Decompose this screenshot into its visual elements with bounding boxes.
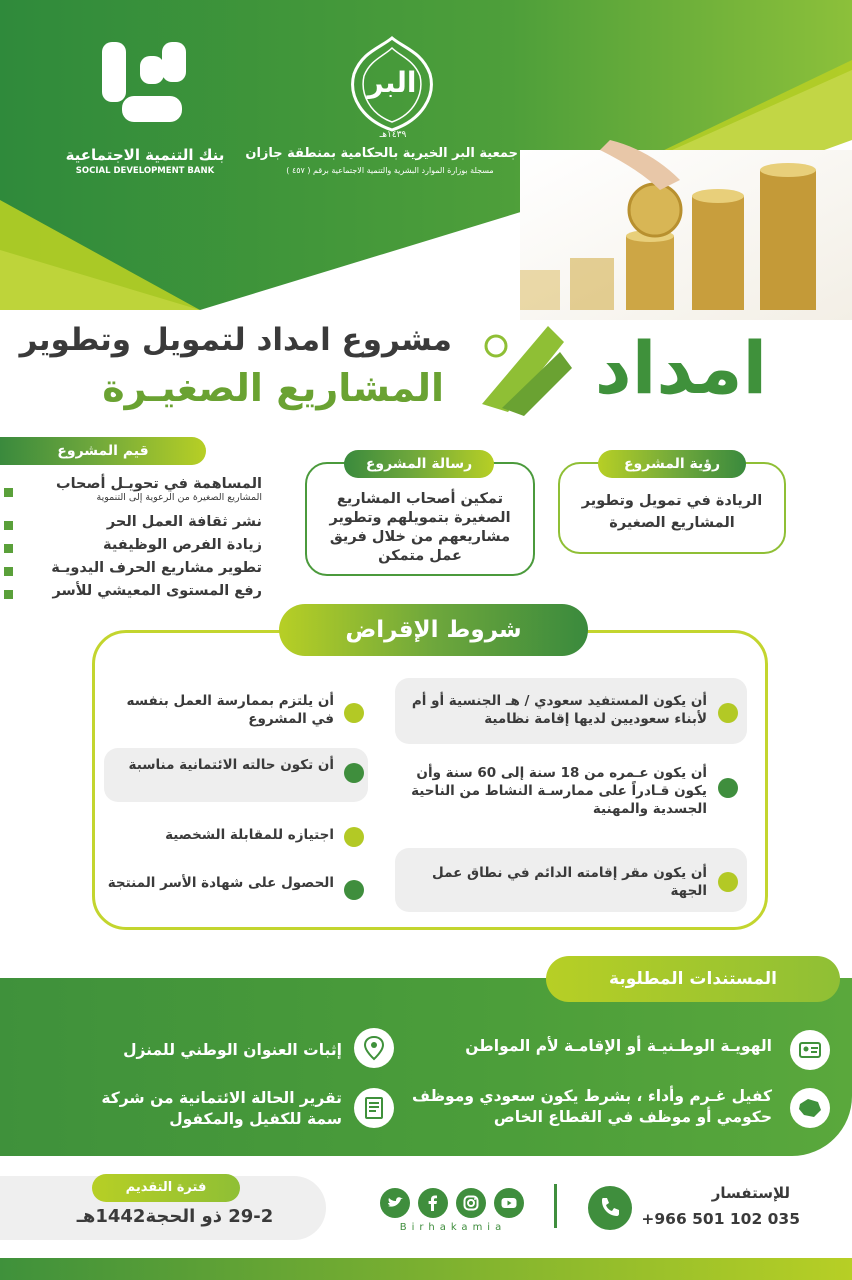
bullet-dot-icon [344, 827, 364, 847]
imdad-logo-text: امداد [594, 326, 768, 410]
value-item-text: المساهمة في تحويـل أصحاب [56, 476, 262, 492]
value-item [12, 583, 262, 606]
social-handle: Birhakamia [399, 1222, 507, 1233]
location-pin-icon [354, 1028, 394, 1068]
bullet-dot-icon [718, 872, 738, 892]
footer-divider [554, 1184, 557, 1228]
value-item-text: تطوير مشاريع الحرف اليدويـة [51, 560, 262, 576]
instagram-icon[interactable] [456, 1188, 486, 1218]
condition-text: اجتيازه للمقابلة الشخصية [165, 827, 334, 843]
bullet-dot-icon [344, 703, 364, 723]
period-label: فترة التقديم [92, 1174, 240, 1202]
bullet-icon [4, 521, 13, 530]
bullet-icon [4, 567, 13, 576]
condition-text: أن تكون حالته الائتمانية مناسبة [128, 757, 334, 773]
sdb-name-en: SOCIAL DEVELOPMENT BANK [75, 166, 215, 176]
header-banner [0, 0, 852, 330]
youtube-icon[interactable] [494, 1188, 524, 1218]
society-registration: مسجلة بوزارة الموارد البشرية والتنمية الاجتماعية برقم ( ٤٥٧ ) [286, 166, 494, 175]
conditions-label: شروط الإقراض [279, 604, 588, 656]
condition-text: أن يكون عـمره من 18 سنة إلى 60 سنة وأن يكون قـادراً على ممارسـة النشاط من الناحية الجسدية والمهنية [411, 765, 707, 817]
value-item-subtext: المشاريع الصغيرة من الرعوية إلى التنموية [96, 492, 262, 503]
vision-text: الريادة في تمويل وتطوير المشاريع الصغيرة [581, 493, 763, 531]
value-item-text: رفع المستوى المعيشي للأسر [52, 583, 262, 599]
value-item [12, 560, 262, 583]
vision-label: رؤية المشروع [598, 450, 746, 478]
mission-label: رسالة المشروع [344, 450, 494, 478]
bullet-dot-icon [344, 763, 364, 783]
documents-label: المستندات المطلوبة [546, 956, 840, 1002]
bullet-icon [4, 544, 13, 553]
phone-icon[interactable] [588, 1186, 632, 1230]
society-logo-text: البر [367, 66, 417, 99]
id-card-icon [790, 1030, 830, 1070]
period-value: 29-2 ذو الحجة1442هـ [76, 1206, 274, 1227]
bullet-dot-icon [718, 703, 738, 723]
document-text: الهويـة الوطـنيـة أو الإقامـة لأم المواطن [465, 1037, 772, 1055]
society-year: ١٤٣٩هـ [379, 130, 407, 140]
twitter-icon[interactable] [380, 1188, 410, 1218]
condition-text: أن يكون المستفيد سعودي / هـ الجنسية أو أم لأبناء سعوديين لديها إقامة نظامية [411, 693, 707, 727]
report-icon [354, 1088, 394, 1128]
contact-phone[interactable]: +966 501 102 035 [641, 1210, 800, 1228]
contact-label: للإستفسار [711, 1184, 790, 1202]
values-list [12, 476, 262, 606]
bullet-dot-icon [718, 778, 738, 798]
value-item-text: زيادة الفرص الوظيفية [103, 537, 262, 553]
value-item-text: نشر ثقافة العمل الحر [106, 514, 262, 530]
facebook-icon[interactable] [418, 1188, 448, 1218]
value-item [12, 514, 262, 537]
footer-bar [0, 1258, 852, 1280]
bullet-icon [4, 590, 13, 599]
sdb-logo-icon [100, 36, 190, 126]
bullet-icon [4, 488, 13, 497]
saudi-map-icon [790, 1088, 830, 1128]
document-text: إثبات العنوان الوطني للمنزل [123, 1041, 342, 1059]
society-name: جمعية البر الخيرية بالحكامية بمنطقة جازان [245, 146, 518, 161]
condition-text: أن يكون مقر إقامته الدائم في نطاق عمل الجهة [432, 865, 707, 899]
document-text: تقرير الحالة الائتمانية من شركة سمة للكفيل والمكفول [101, 1089, 342, 1128]
bullet-dot-icon [344, 880, 364, 900]
mission-box [305, 462, 535, 576]
sdb-name-ar: بنك التنمية الاجتماعية [65, 146, 225, 164]
mission-text: تمكين أصحاب المشاريع الصغيرة بتمويلهم وتطوير مشاريعهم من خلال فريق عمل متمكن [329, 491, 511, 564]
condition-text: أن يلتزم بممارسة العمل بنفسه في المشروع [126, 693, 334, 727]
document-text: كفيل غـرم وأداء ، بشرط يكون سعودي وموظف حكومي أو موظف في القطاع الخاص [411, 1087, 772, 1126]
project-title-line2: المشاريع الصغيـرة [102, 366, 444, 410]
values-label: قيم المشروع [0, 437, 206, 465]
imdad-logo [468, 316, 798, 420]
value-item [12, 537, 262, 560]
condition-text: الحصول على شهادة الأسر المنتجة [107, 875, 334, 891]
project-title-line1: مشروع امداد لتمويل وتطوير [19, 322, 452, 358]
value-item [12, 476, 262, 514]
